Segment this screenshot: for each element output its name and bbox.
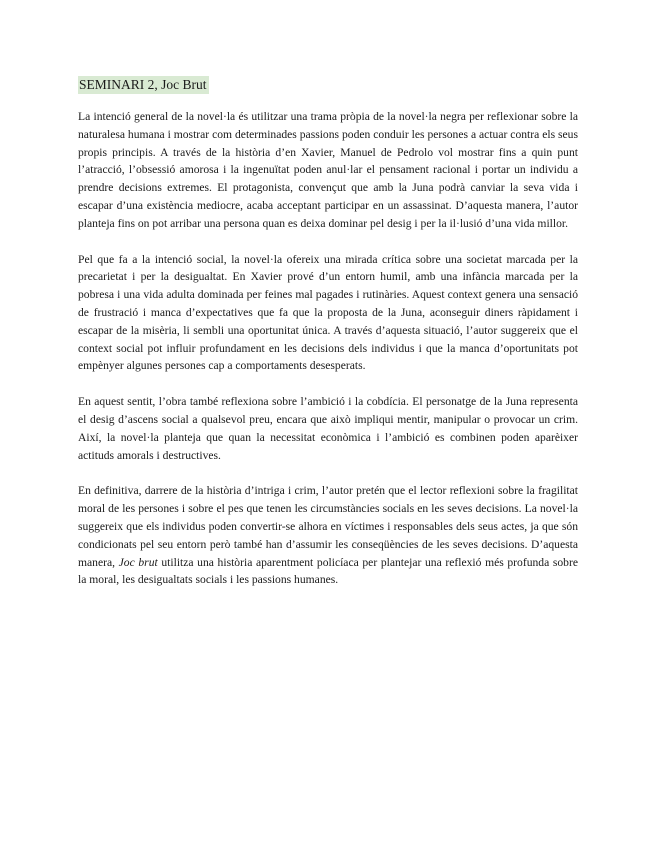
document-title: SEMINARI 2, Joc Brut: [79, 77, 207, 92]
paragraph-authorial-intent: La intenció general de la novel·la és utilitzar una trama pròpia de la novel·la negra per reflexionar sobre la naturalesa humana i mostrar com determinades passions poden conduir les persones a actuar contra els seus propis principis. A través de la història d’en Xavier, Manuel de Pedrolo vol mostrar fins a quin punt l’atracció, l’obsessió amorosa i la ingenuïtat poden anul·lar el pensament racional i portar un individu a prendre decisions extremes. El protagonista, convençut que amb la Juna podrà canviar la seva vida i escapar d’una existència mediocre, acaba acceptant participar en un assassinat. D’aquesta manera, l’autor planteja fins on pot arribar una persona quan es deixa dominar pel desig i per la il·lusió d’una vida millor.: [78, 110, 578, 230]
paragraph-ambition: En aquest sentit, l’obra també reflexiona sobre l’ambició i la cobdícia. El personatge de la Juna representa el desig d’ascens social a qualsevol preu, encara que això impliqui mentir, manipular o provocar un crim. Així, la novel·la planteja que quan la necessitat econòmica i l’ambició es combinen poden aparèixer actituds amorals i destructives.: [78, 395, 578, 462]
paragraph-social-intent: Pel que fa a la intenció social, la novel·la ofereix una mirada crítica sobre una societat marcada per la precarietat i per la desigualtat. En Xavier prové d’un entorn humil, amb una infància marcada per la pobresa i una vida adulta dominada per feines mal pagades i rutinàries. Aquest context genera una sensació de frustració i manca d’expectatives que fa que la proposta de la Juna, aconseguir diners ràpidament i escapar de la misèria, li sembli una oportunitat única. A través d’aquesta situació, l’autor suggereix que el context social pot influir profundament en les decisions dels individus i que la manca d’oportunitats pot empènyer algunes persones cap a comportaments desesperats.: [78, 252, 578, 373]
conclusion-text-after: utilitza una història aparentment policíaca per plantejar una reflexió més profunda sobre la moral, les desigualtats socials i les passions humanes.: [78, 555, 578, 587]
book-title-emphasis: Joc brut: [118, 555, 158, 569]
document-page: [78, 76, 578, 607]
paragraph-conclusion: [78, 482, 578, 589]
conclusion-text-before: En definitiva, darrere de la història d’intriga i crim, l’autor pretén que el lector reflexioni sobre la fragilitat moral de les persones i sobre el pes que tenen les circumstàncies socials en les seves decisions. La novel·la suggereix que els individus poden convertir-se alhora en víctimes i responsables dels seus actes, ja que són condicionats pel seu entorn però també han d’assumir les conseqüències de les seves decisions. D’aquesta manera,: [78, 484, 578, 569]
